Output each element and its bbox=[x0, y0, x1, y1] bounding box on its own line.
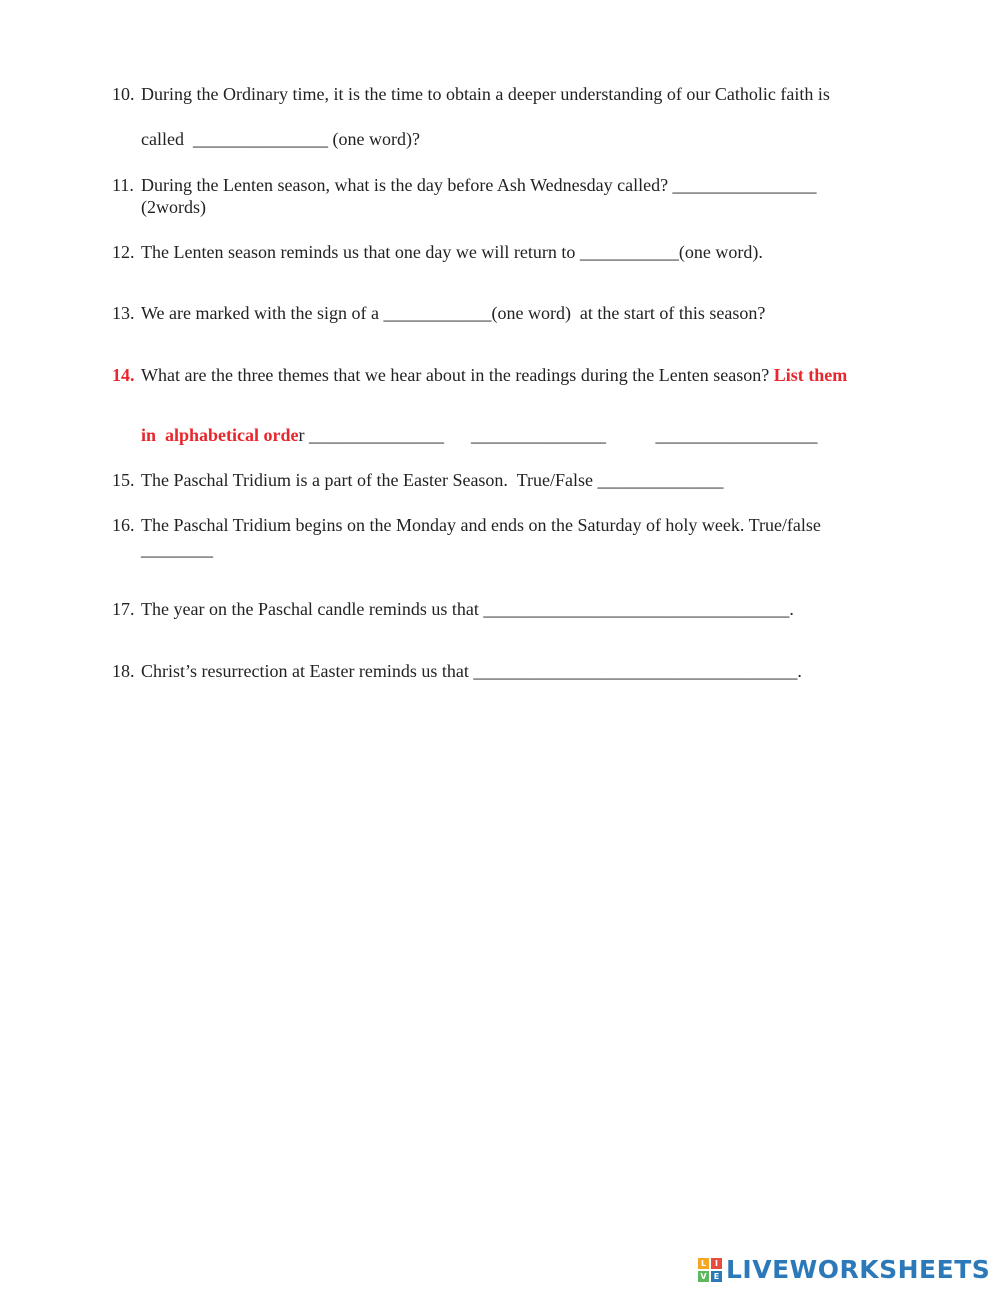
question-number: 17. bbox=[112, 599, 135, 619]
question-text: The Paschal Tridium is a part of the Easter Season. True/False ______________ bbox=[141, 470, 724, 490]
question-number: 12. bbox=[112, 242, 135, 262]
question-number: 15. bbox=[112, 470, 135, 490]
question-11 bbox=[112, 174, 817, 196]
question-text: Christ’s resurrection at Easter reminds us that ____________________________________. bbox=[141, 661, 802, 681]
liveworksheets-logo bbox=[698, 1255, 990, 1285]
logo-block: E bbox=[711, 1271, 722, 1282]
question-text: What are the three themes that we hear about in the readings during the Lenten season? bbox=[141, 365, 774, 385]
question-10 bbox=[112, 83, 830, 105]
question-text: The year on the Paschal candle reminds us that __________________________________. bbox=[141, 599, 794, 619]
question-number: 18. bbox=[112, 661, 135, 681]
question-12 bbox=[112, 241, 763, 263]
question-16-continuation: ________ bbox=[141, 539, 213, 559]
question-number: 10. bbox=[112, 84, 135, 104]
answer-blanks: r _______________ _______________ __________________ bbox=[298, 425, 818, 445]
question-text: During the Ordinary time, it is the time to obtain a deeper understanding of our Catholic faith is bbox=[141, 84, 830, 104]
question-15 bbox=[112, 469, 723, 491]
question-number: 16. bbox=[112, 515, 135, 535]
logo-text: LIVEWORKSHEETS bbox=[726, 1255, 991, 1284]
question-17 bbox=[112, 598, 794, 620]
logo-block: L bbox=[698, 1258, 709, 1269]
question-18 bbox=[112, 660, 802, 682]
logo-blocks-icon bbox=[698, 1258, 722, 1282]
instruction-text: List them bbox=[773, 365, 848, 385]
question-number: 11. bbox=[112, 175, 134, 195]
question-number: 13. bbox=[112, 303, 135, 323]
question-text: During the Lenten season, what is the day before Ash Wednesday called? ________________ bbox=[141, 175, 817, 195]
question-text: We are marked with the sign of a ____________(one word) at the start of this season? bbox=[141, 303, 766, 323]
question-11-continuation: (2words) bbox=[141, 197, 206, 217]
question-14 bbox=[112, 364, 847, 386]
question-10-continuation: called _______________ (one word)? bbox=[141, 129, 420, 149]
question-13 bbox=[112, 302, 765, 324]
question-number: 14. bbox=[112, 365, 135, 385]
question-text: The Lenten season reminds us that one day we will return to ___________(one word). bbox=[141, 242, 763, 262]
question-14-continuation bbox=[141, 424, 818, 446]
logo-block: V bbox=[698, 1271, 709, 1282]
instruction-text: in alphabetical orde bbox=[141, 425, 299, 445]
logo-block: I bbox=[711, 1258, 722, 1269]
question-text: The Paschal Tridium begins on the Monday and ends on the Saturday of holy week. True/false bbox=[141, 515, 821, 535]
question-16 bbox=[112, 514, 821, 536]
